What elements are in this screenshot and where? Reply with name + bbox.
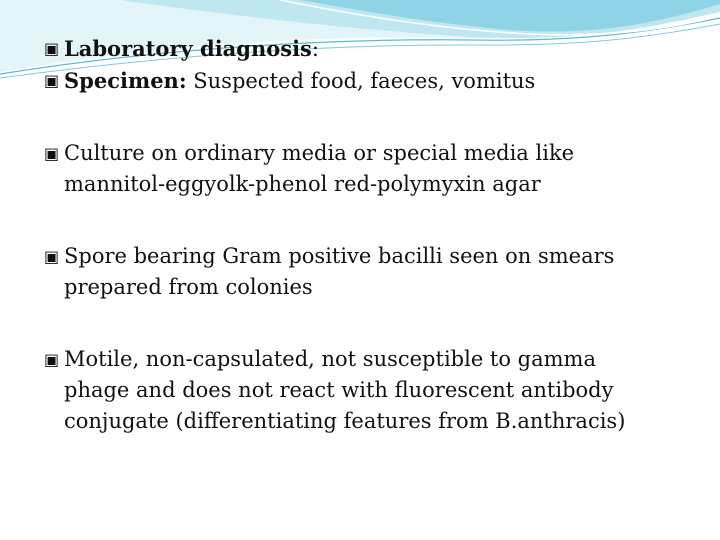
heading-colon: :	[311, 37, 319, 61]
heading-laboratory-diagnosis: Laboratory diagnosis	[64, 36, 312, 61]
bullet-glyph-icon: ▣	[44, 144, 60, 163]
bullet-spore-bearing	[44, 241, 704, 272]
bullet-culture	[44, 138, 704, 169]
spacer	[44, 200, 704, 241]
bullet-glyph-icon: ▣	[44, 247, 60, 266]
specimen-value: Suspected food, faeces, vomitus	[186, 69, 536, 93]
bullet-specimen	[44, 65, 704, 97]
bullet-motile	[44, 344, 704, 375]
specimen-label: Specimen:	[64, 68, 187, 93]
bullet-glyph-icon: ▣	[44, 350, 60, 369]
bullet-laboratory-diagnosis	[44, 33, 704, 65]
bullet-text-line: prepared from colonies	[64, 275, 313, 299]
bullet-text-line: Culture on ordinary media or special media like	[64, 141, 575, 165]
bullet-glyph-icon: ▣	[44, 39, 60, 58]
spacer	[44, 303, 704, 344]
bullet-text-line: Motile, non-capsulated, not susceptible to gamma	[64, 347, 596, 371]
spacer	[44, 97, 704, 138]
bullet-glyph-icon: ▣	[44, 71, 60, 90]
bullet-text-line: phage and does not react with fluorescent antibody	[64, 378, 614, 402]
slide-body	[44, 33, 704, 437]
bullet-text	[64, 65, 704, 97]
bullet-text-line: mannitol-eggyolk-phenol red-polymyxin agar	[64, 172, 541, 196]
bullet-text-line: conjugate (differentiating features from B.anthracis)	[64, 409, 626, 433]
bullet-text-line: Spore bearing Gram positive bacilli seen on smears	[64, 244, 615, 268]
bullet-text	[64, 33, 704, 65]
